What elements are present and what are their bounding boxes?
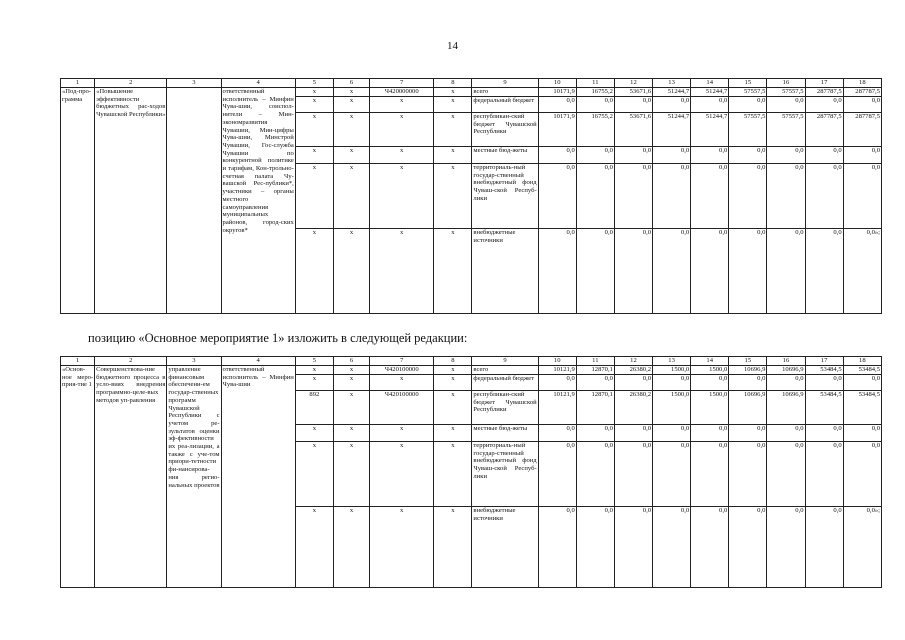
amount-cell: 0,0 [767, 507, 805, 588]
target-article-cell: x [370, 229, 434, 314]
expense-group-cell: x [434, 507, 472, 588]
column-number: 13 [653, 357, 691, 366]
amount-cell: 0,0 [576, 442, 614, 507]
amount-cell: 287787,5 [805, 88, 843, 97]
column-number: 1 [61, 79, 95, 88]
amount-cell: 10121,9 [538, 391, 576, 425]
amount-cell: 10696,9 [767, 366, 805, 375]
expense-group-cell: x [434, 229, 472, 314]
expense-group-cell: x [434, 97, 472, 113]
section-code-cell: x [333, 366, 369, 375]
amount-cell: 0,0 [614, 375, 652, 391]
column-number: 11 [576, 357, 614, 366]
amount-cell: 0,0 [843, 425, 881, 442]
grbs-code-cell: x [295, 113, 333, 147]
section-code-cell: x [333, 164, 369, 229]
funding-source-cell: всего [472, 366, 538, 375]
column-number: 5 [295, 357, 333, 366]
column-number-row [61, 79, 882, 88]
amount-cell: 16755,2 [576, 113, 614, 147]
section-code-cell: x [333, 97, 369, 113]
amount-cell: 10696,9 [767, 391, 805, 425]
funding-source-cell: федеральный бюджет [472, 97, 538, 113]
column-number: 15 [729, 79, 767, 88]
column-number: 8 [434, 79, 472, 88]
amount-cell: 0,0 [767, 164, 805, 229]
amount-cell: 0,0 [538, 507, 576, 588]
amount-cell: 0,0 [767, 229, 805, 314]
amount-cell: 0,0 [805, 97, 843, 113]
amount-cell: 57557,5 [729, 88, 767, 97]
amount-cell: 57557,5 [729, 113, 767, 147]
amount-cell: 0,0 [614, 229, 652, 314]
amount-cell: 0,0 [729, 147, 767, 164]
target-article-cell: x [370, 375, 434, 391]
column-number: 16 [767, 79, 805, 88]
amount-cell: 0,0 [729, 425, 767, 442]
amount-cell: 0,0 [653, 442, 691, 507]
amount-cell: 26380,2 [614, 366, 652, 375]
funding-source-cell: всего [472, 88, 538, 97]
section-code-cell: x [333, 425, 369, 442]
amount-cell: 0,0 [691, 164, 729, 229]
amount-cell: 0,0 [805, 442, 843, 507]
amount-cell: 53671,6 [614, 88, 652, 97]
amount-cell: 0,0 [538, 164, 576, 229]
column-number: 6 [333, 79, 369, 88]
amount-cell: 0,0 [653, 164, 691, 229]
amount-cell: 0,0 [691, 147, 729, 164]
executor-cell: ответственный исполнитель – Минфин Чува-шии, соиспол-нители – Мин-экономразвития Чувашии, Мин-цифры Чува-шии, Минстрой Чувашии, Гос-служба Чувашии по конкурентной политике и тарифам, Кон-трольно-счетная палата Чу-вашской Рес-публики*, участники – органы местного самоуправления муниципальных районов, город-ских округов* [221, 88, 295, 314]
section-code-cell: x [333, 507, 369, 588]
amount-cell: 51244,7 [691, 113, 729, 147]
amount-cell: 0,0 [843, 97, 881, 113]
amount-cell: 287787,5 [805, 113, 843, 147]
amount-cell: 51244,7 [691, 88, 729, 97]
target-article-cell: x [370, 442, 434, 507]
column-number: 9 [472, 357, 538, 366]
section-code-cell: x [333, 229, 369, 314]
amount-cell: 0,0 [576, 97, 614, 113]
expense-group-cell: x [434, 366, 472, 375]
amount-cell: 0,0 [653, 147, 691, 164]
grbs-code-cell: x [295, 97, 333, 113]
amount-cell: 0,0 [614, 507, 652, 588]
amount-cell: 1500,0 [653, 391, 691, 425]
budget-table-main-activity [60, 356, 882, 588]
target-article-cell: Ч420000000 [370, 88, 434, 97]
funding-source-cell: республикан-ский бюджет Чувашской Республики [472, 113, 538, 147]
program-name-cell: «Повышение эффективности бюджетных рас-ходов Чувашской Республики» [95, 88, 167, 314]
amount-cell: 0,0 [805, 229, 843, 314]
expense-group-cell: x [434, 88, 472, 97]
amount-cell: 57557,5 [767, 113, 805, 147]
amount-cell: 287787,5 [843, 113, 881, 147]
amount-cell: 57557,5 [767, 88, 805, 97]
amount-cell: 287787,5 [843, 88, 881, 97]
funding-source-cell: местные бюд-жеты [472, 147, 538, 164]
amount-cell: 0,0 [538, 442, 576, 507]
column-number: 3 [167, 79, 221, 88]
target-article-cell: x [370, 147, 434, 164]
section-code-cell: x [333, 88, 369, 97]
amount-cell: 0,0 [576, 425, 614, 442]
column-number: 2 [95, 357, 167, 366]
expense-group-cell: x [434, 442, 472, 507]
amount-cell: 1500,0 [691, 391, 729, 425]
amount-cell: 53484,5 [843, 391, 881, 425]
column-number: 15 [729, 357, 767, 366]
amount-cell: 10171,9 [538, 113, 576, 147]
amount-cell: 0,0 [729, 229, 767, 314]
amount-cell: 53484,5 [805, 366, 843, 375]
amount-cell: 0,0 [576, 507, 614, 588]
column-number: 14 [691, 357, 729, 366]
program-status-cell: «Основ-ное меро-прия-тие 1 [61, 366, 95, 588]
amount-cell: 0,0 [691, 97, 729, 113]
program-status-cell: «Под-про-грамма [61, 88, 95, 314]
column-number: 17 [805, 357, 843, 366]
amount-cell: 10121,9 [538, 366, 576, 375]
amount-cell: 10696,9 [729, 366, 767, 375]
amount-cell: 51244,7 [653, 113, 691, 147]
amount-cell: 0,0 [767, 375, 805, 391]
section-code-cell: x [333, 391, 369, 425]
target-article-cell: x [370, 507, 434, 588]
column-number: 5 [295, 79, 333, 88]
column-number: 2 [95, 79, 167, 88]
amount-cell: 0,0 [614, 97, 652, 113]
amount-cell: 53484,5 [805, 391, 843, 425]
amount-cell: 0,0 [843, 164, 881, 229]
column-number: 18 [843, 79, 881, 88]
expense-group-cell: x [434, 164, 472, 229]
target-article-cell: x [370, 113, 434, 147]
amount-cell: 53484,5 [843, 366, 881, 375]
amount-cell: 0,0»; [843, 229, 881, 314]
amount-cell: 0,0 [729, 442, 767, 507]
table-row [61, 88, 882, 97]
funding-source-cell: территориаль-ный государ-ственный внебюджетный фонд Чуваш-ской Респуб-лики [472, 442, 538, 507]
column-number: 10 [538, 357, 576, 366]
amount-cell: 0,0 [729, 97, 767, 113]
expense-group-cell: x [434, 391, 472, 425]
amount-cell: 0,0 [767, 97, 805, 113]
amount-cell: 0,0 [767, 442, 805, 507]
section-code-cell: x [333, 442, 369, 507]
column-number: 8 [434, 357, 472, 366]
amount-cell: 0,0 [767, 147, 805, 164]
grbs-code-cell: x [295, 442, 333, 507]
amount-cell: 0,0 [843, 442, 881, 507]
amount-cell: 10696,9 [729, 391, 767, 425]
amount-cell: 0,0 [576, 375, 614, 391]
amount-cell: 0,0 [576, 229, 614, 314]
program-goal-cell [167, 88, 221, 314]
amount-cell: 0,0 [691, 507, 729, 588]
target-article-cell: Ч420100000 [370, 391, 434, 425]
grbs-code-cell: x [295, 375, 333, 391]
target-article-cell: Ч420100000 [370, 366, 434, 375]
amount-cell: 0,0 [805, 164, 843, 229]
amount-cell: 0,0 [653, 229, 691, 314]
target-article-cell: x [370, 425, 434, 442]
column-number: 14 [691, 79, 729, 88]
amount-cell: 0,0 [614, 425, 652, 442]
amount-cell: 0,0»; [843, 507, 881, 588]
amount-cell: 16755,2 [576, 88, 614, 97]
amount-cell: 0,0 [729, 375, 767, 391]
column-number: 1 [61, 357, 95, 366]
section-code-cell: x [333, 113, 369, 147]
amount-cell: 26380,2 [614, 391, 652, 425]
amount-cell: 0,0 [691, 375, 729, 391]
expense-group-cell: x [434, 147, 472, 164]
amount-cell: 12870,1 [576, 366, 614, 375]
funding-source-cell: федеральный бюджет [472, 375, 538, 391]
executor-cell: ответственный исполнитель – Минфин Чува-шии [221, 366, 295, 588]
grbs-code-cell: 892 [295, 391, 333, 425]
column-number: 7 [370, 357, 434, 366]
column-number: 10 [538, 79, 576, 88]
amount-cell: 0,0 [576, 147, 614, 164]
target-article-cell: x [370, 164, 434, 229]
column-number: 12 [614, 79, 652, 88]
column-number: 4 [221, 357, 295, 366]
grbs-code-cell: x [295, 88, 333, 97]
amount-cell: 0,0 [576, 164, 614, 229]
amount-cell: 0,0 [805, 507, 843, 588]
amount-cell: 0,0 [691, 229, 729, 314]
funding-source-cell: территориаль-ный государ-ственный внебюджетный фонд Чуваш-ской Респуб-лики [472, 164, 538, 229]
expense-group-cell: x [434, 425, 472, 442]
column-number: 6 [333, 357, 369, 366]
column-number: 16 [767, 357, 805, 366]
column-number: 18 [843, 357, 881, 366]
amount-cell: 0,0 [767, 425, 805, 442]
amount-cell: 0,0 [729, 164, 767, 229]
funding-source-cell: республикан-ский бюджет Чувашской Республики [472, 391, 538, 425]
amount-cell: 0,0 [614, 164, 652, 229]
amount-cell: 0,0 [614, 147, 652, 164]
amount-cell: 0,0 [538, 229, 576, 314]
grbs-code-cell: x [295, 164, 333, 229]
grbs-code-cell: x [295, 366, 333, 375]
funding-source-cell: местные бюд-жеты [472, 425, 538, 442]
grbs-code-cell: x [295, 147, 333, 164]
target-article-cell: x [370, 97, 434, 113]
column-number: 9 [472, 79, 538, 88]
column-number: 7 [370, 79, 434, 88]
column-number: 4 [221, 79, 295, 88]
amount-cell: 10171,9 [538, 88, 576, 97]
amount-cell: 0,0 [614, 442, 652, 507]
amount-cell: 0,0 [653, 425, 691, 442]
amount-cell: 0,0 [691, 425, 729, 442]
section-code-cell: x [333, 375, 369, 391]
amount-cell: 0,0 [691, 442, 729, 507]
amount-cell: 0,0 [538, 425, 576, 442]
amount-cell: 51244,7 [653, 88, 691, 97]
amount-cell: 0,0 [805, 375, 843, 391]
amount-cell: 0,0 [538, 147, 576, 164]
amount-cell: 12870,1 [576, 391, 614, 425]
amount-cell: 1500,0 [653, 366, 691, 375]
amount-cell: 0,0 [729, 507, 767, 588]
expense-group-cell: x [434, 113, 472, 147]
budget-table-subprogram [60, 78, 882, 314]
column-number: 13 [653, 79, 691, 88]
section-code-cell: x [333, 147, 369, 164]
column-number: 12 [614, 357, 652, 366]
amount-cell: 1500,0 [691, 366, 729, 375]
column-number: 17 [805, 79, 843, 88]
amount-cell: 0,0 [843, 375, 881, 391]
funding-source-cell: внебюджетные источники [472, 507, 538, 588]
amount-cell: 0,0 [653, 375, 691, 391]
amount-cell: 0,0 [843, 147, 881, 164]
amount-cell: 53671,6 [614, 113, 652, 147]
program-name-cell: Совершенствова-ние бюджетного процесса в усло-виях внедрения программно-целе-вых методов уп-равления [95, 366, 167, 588]
column-number-row [61, 357, 882, 366]
amount-cell: 0,0 [653, 97, 691, 113]
expense-group-cell: x [434, 375, 472, 391]
amount-cell: 0,0 [538, 375, 576, 391]
grbs-code-cell: x [295, 425, 333, 442]
column-number: 3 [167, 357, 221, 366]
amount-cell: 0,0 [653, 507, 691, 588]
column-number: 11 [576, 79, 614, 88]
table-row [61, 366, 882, 375]
grbs-code-cell: x [295, 507, 333, 588]
amount-cell: 0,0 [805, 425, 843, 442]
intro-text: позицию «Основное мероприятие 1» изложить в следующей редакции: [88, 331, 468, 345]
grbs-code-cell: x [295, 229, 333, 314]
funding-source-cell: внебюджетные источники [472, 229, 538, 314]
amount-cell: 0,0 [805, 147, 843, 164]
page-number: 14 [447, 40, 458, 52]
program-goal-cell: управление финансовым обеспечени-ем государ-ственных программ Чувашской Республики с учетом ре-зультатов оценки эф-фективности их реа-лизации, а также с уче-том приори-тетности фи-нансирова-ния регио-нальных проектов [167, 366, 221, 588]
amount-cell: 0,0 [538, 97, 576, 113]
